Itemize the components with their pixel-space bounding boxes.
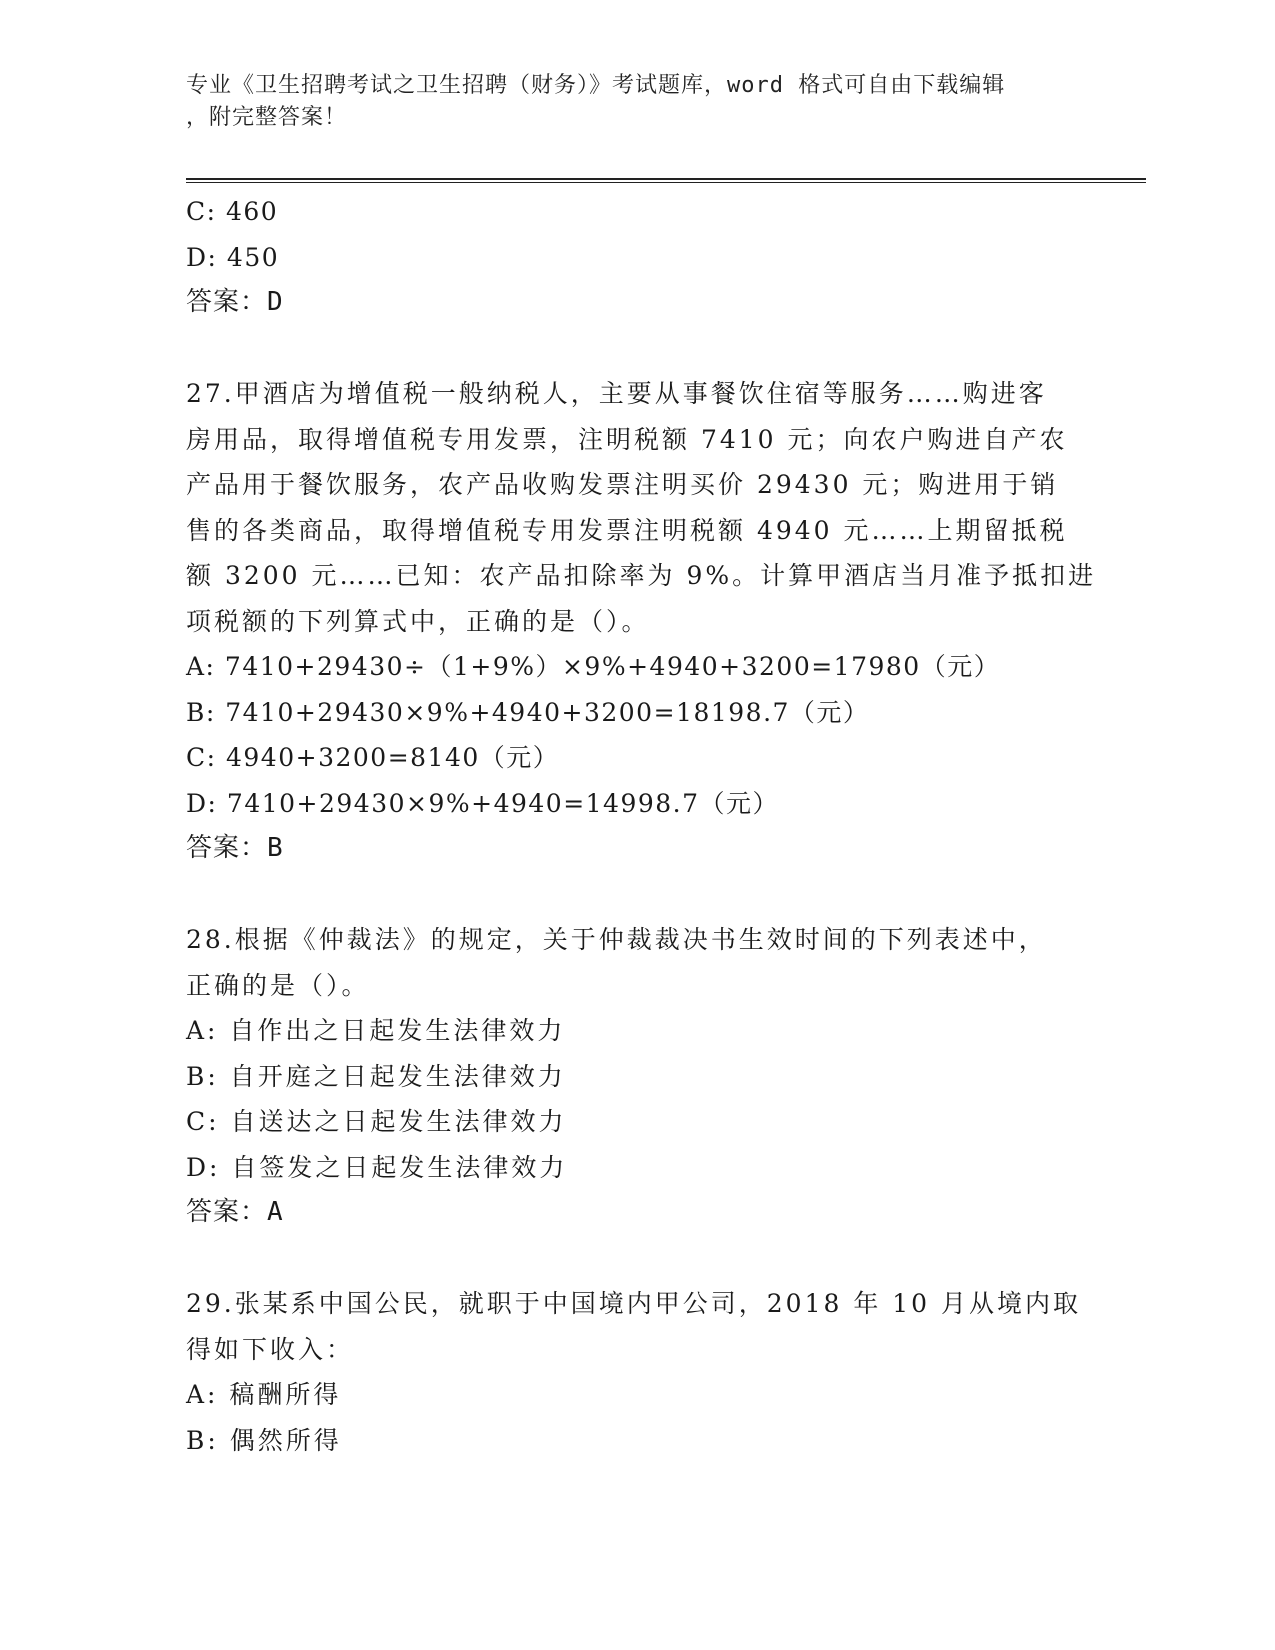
option-a: A: 自作出之日起发生法律效力 <box>186 1016 566 1045</box>
option-c: C: 自送达之日起发生法律效力 <box>186 1107 567 1136</box>
answer: 答案：A <box>186 1197 284 1227</box>
question-text-line: 28.根据《仲裁法》的规定，关于仲裁裁决书生效时间的下列表述中， <box>186 925 1047 954</box>
option-a: A: 7410+29430÷（1+9%）×9%+4940+3200=17980（元） <box>186 652 1001 681</box>
question-text-line: 正确的是（）。 <box>186 970 370 1000</box>
option-d: D: 7410+29430×9%+4940=14998.7（元） <box>186 788 780 818</box>
question-26 <box>186 189 1106 326</box>
option-c: C: 460 <box>186 197 279 226</box>
question-list <box>186 189 1106 1463</box>
question-text-line: 项税额的下列算式中，正确的是（）。 <box>186 606 650 636</box>
question-text-line: 27.甲酒店为增值税一般纳税人，主要从事餐饮住宿等服务……购进客 <box>186 379 1047 408</box>
header-rule-thin <box>186 182 1146 183</box>
header-line-2: ，附完整答案！ <box>186 105 348 130</box>
option-d: D: 450 <box>186 242 280 272</box>
option-b: B: 偶然所得 <box>186 1425 342 1455</box>
spacer <box>186 1236 1106 1282</box>
question-27 <box>186 371 1106 872</box>
page-header <box>186 70 1086 134</box>
spacer <box>186 326 1106 372</box>
question-text-line: 29.张某系中国公民，就职于中国境内甲公司，2018 年 10 月从境内取 <box>186 1289 1082 1318</box>
option-b: B: 7410+29430×9%+4940+3200=18198.7（元） <box>186 697 870 727</box>
question-text-line: 售的各类商品，取得增值税专用发票注明税额 4940 元……上期留抵税 <box>186 515 1068 545</box>
header-line-1: 专业《卫生招聘考试之卫生招聘（财务）》考试题库，word 格式可自由下载编辑 <box>186 73 1006 98</box>
header-rule <box>186 178 1146 180</box>
question-text-line: 房用品，取得增值税专用发票，注明税额 7410 元；向农户购进自产农 <box>186 424 1068 454</box>
answer: 答案：D <box>186 287 284 317</box>
answer: 答案：B <box>186 833 284 863</box>
option-b: B: 自开庭之日起发生法律效力 <box>186 1061 566 1091</box>
option-a: A: 稿酬所得 <box>186 1380 342 1409</box>
option-c: C: 4940+3200=8140（元） <box>186 743 560 772</box>
option-d: D: 自签发之日起发生法律效力 <box>186 1152 568 1182</box>
question-28 <box>186 917 1106 1236</box>
question-text-line: 得如下收入： <box>186 1334 355 1364</box>
question-text-line: 产品用于餐饮服务，农产品收购发票注明买价 29430 元；购进用于销 <box>186 470 1059 499</box>
spacer <box>186 872 1106 918</box>
question-29 <box>186 1281 1106 1463</box>
question-text-line: 额 3200 元……已知：农产品扣除率为 9%。计算甲酒店当月准予抵扣进 <box>186 561 1097 590</box>
